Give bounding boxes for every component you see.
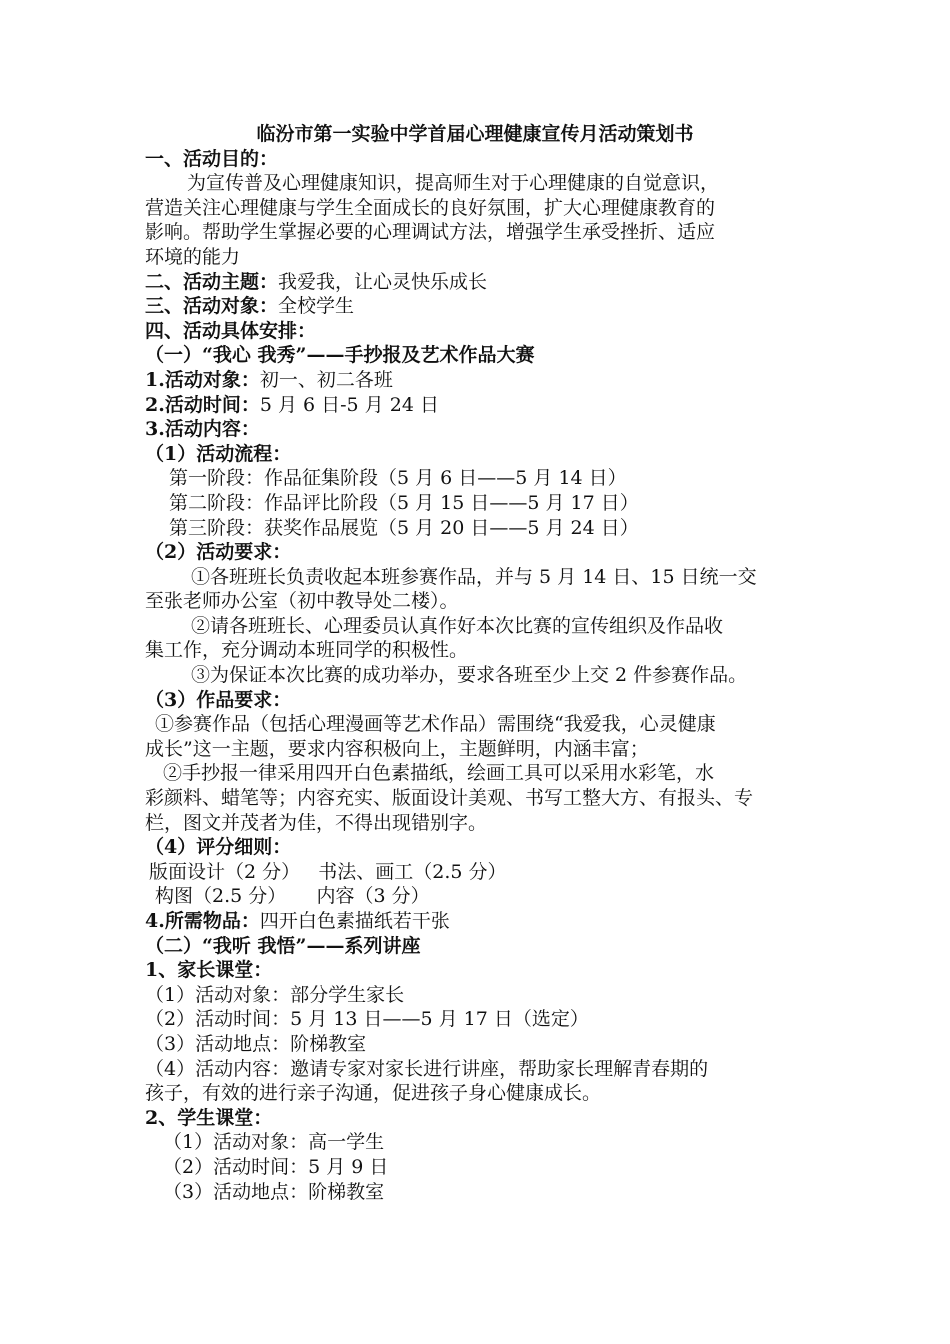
requirement-line: 至张老师办公室（初中教导处二楼）。 [145,590,459,613]
section-1-line: 营造关注心理健康与学生全面成长的良好氛围，扩大心理健康教育的 [145,196,716,219]
activity-a-supplies [145,909,825,934]
section-3 [145,294,825,319]
parent-class-heading: 1、家长课堂： [145,959,273,982]
requirement-line: ②请各班班长、心理委员认真作好本次比赛的宣传组织及作品收 [191,614,724,637]
activity-a-target [145,368,825,393]
parent-class-line: （2）活动时间：5 月 13 日——5 月 17 日（选定） [145,1008,589,1031]
work-requirement-line: ①参赛作品（包括心理漫画等艺术作品）需围绕“我爱我，心灵健康 [155,713,716,736]
scoring-line: 构图（2.5 分） 内容（3 分） [155,885,430,908]
activity-a-time-label: 2.活动时间： [145,393,260,416]
section-2-label: 二、活动主题： [145,270,279,293]
requirement-line: ③为保证本次比赛的成功举办，要求各班至少上交 2 件参赛作品。 [191,664,748,687]
activity-a-supplies-value: 四开白色素描纸若干张 [259,910,450,932]
section-1-line: 影响。帮助学生掌握必要的心理调试方法，增强学生承受挫折、适应 [145,221,716,244]
student-class-line: （2）活动时间：5 月 9 日 [163,1155,389,1178]
flow-stage: 第二阶段：作品评比阶段（5 月 15 日——5 月 17 日） [169,491,639,514]
section-1-line: 环境的能力 [145,245,241,268]
scoring-line: 版面设计（2 分） 书法、画工（2.5 分） [149,860,507,883]
section-3-value: 全校学生 [278,295,355,318]
activity-a-time-value: 5 月 6 日-5 月 24 日 [259,393,439,416]
section-4-heading: 四、活动具体安排： [145,319,317,342]
work-requirement-line: ②手抄报一律采用四开白色素描纸，绘画工具可以采用水彩笔，水 [163,762,715,785]
flow-stage: 第三阶段：获奖作品展览（5 月 20 日——5 月 24 日） [169,516,639,539]
section-3-label: 三、活动对象： [145,295,279,318]
section-1-line: 为宣传普及心理健康知识，提高师生对于心理健康的自觉意识， [187,172,720,195]
work-requirement-line: 成长”这一主题，要求内容积极向上，主题鲜明，内涵丰富； [145,737,649,760]
requirement-line: ①各班班长负责收起本班参赛作品，并与 5 月 14 日、15 日统一交 [191,565,757,588]
flow-heading: （1）活动流程： [145,442,292,465]
work-requirements-heading: （3）作品要求： [145,688,292,711]
student-class-line: （3）活动地点：阶梯教室 [163,1180,385,1203]
activity-a-target-value: 初一、初二各班 [259,368,393,391]
requirements-heading: （2）活动要求： [145,541,292,564]
activity-a-content-label: 3.活动内容： [145,418,260,441]
section-2 [145,270,825,295]
parent-class-line: （4）活动内容：邀请专家对家长进行讲座，帮助家长理解青春期的 [145,1057,709,1080]
activity-a-heading: （一）“我心 我秀”——手抄报及艺术作品大赛 [145,344,535,367]
scoring-heading: （4）评分细则： [145,836,292,859]
requirement-line: 集工作，充分调动本班同学的积极性。 [145,639,469,662]
student-class-heading: 2、学生课堂： [145,1106,273,1129]
parent-class-line: （3）活动地点：阶梯教室 [145,1032,367,1055]
work-requirement-line: 栏，图文并茂者为佳，不得出现错别字。 [145,811,488,834]
section-2-value: 我爱我，让心灵快乐成长 [278,270,488,293]
student-class-line: （1）活动对象：高一学生 [163,1131,385,1154]
flow-stage: 第一阶段：作品征集阶段（5 月 6 日——5 月 14 日） [169,467,627,490]
activity-a-time [145,393,825,418]
section-1-heading: 一、活动目的： [145,147,279,170]
parent-class-line: （1）活动对象：部分学生家长 [145,983,405,1006]
activity-a-target-label: 1.活动对象： [145,368,260,391]
document-title: 临汾市第一实验中学首届心理健康宣传月活动策划书 [256,123,694,145]
document-page [145,122,825,1204]
activity-b-heading: （二）“我听 我悟”——系列讲座 [145,934,421,957]
activity-a-supplies-label: 4.所需物品： [145,910,260,932]
work-requirement-line: 彩颜料、蜡笔等；内容充实、版面设计美观、书写工整大方、有报头、专 [145,787,754,810]
parent-class-line: 孩子，有效的进行亲子沟通，促进孩子身心健康成长。 [145,1082,602,1105]
